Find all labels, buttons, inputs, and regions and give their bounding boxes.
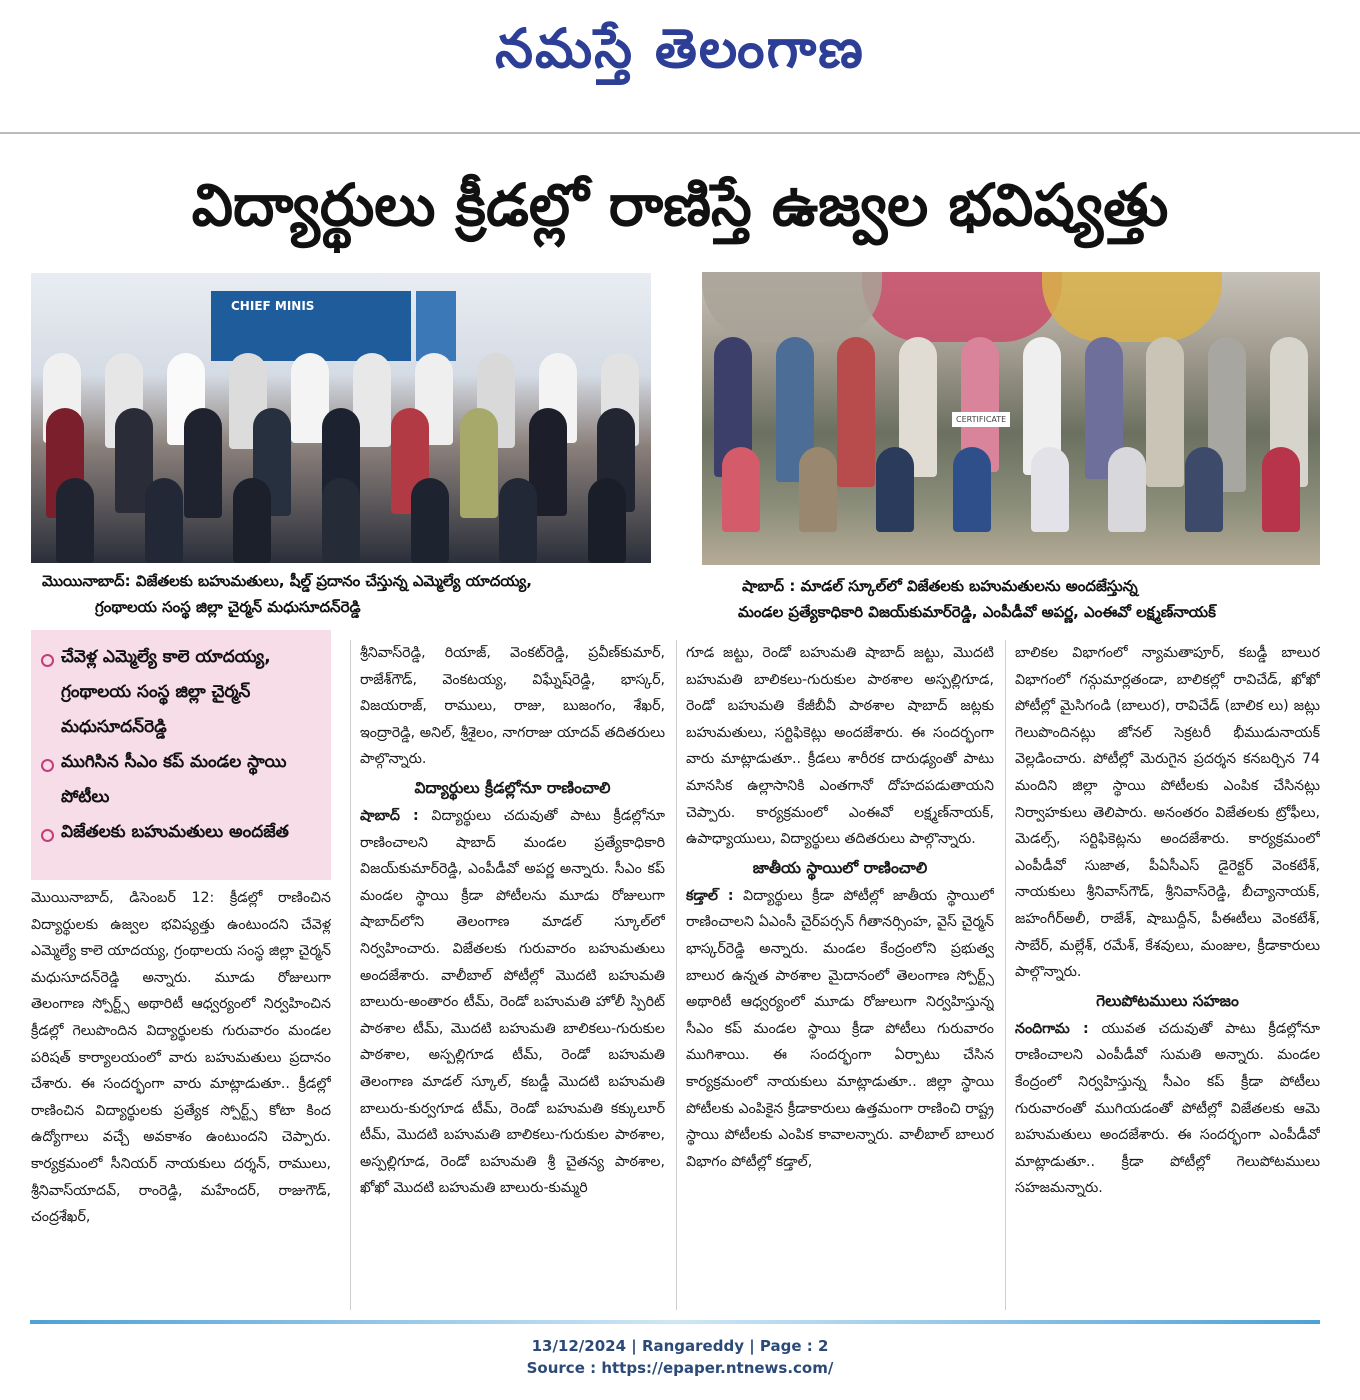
highlights-box bbox=[31, 630, 331, 880]
highlight-item: చేవెళ్ల ఎమ్మెల్యే కాలె యాదయ్య, గ్రంథాలయ సంస్థ జిల్లా చైర్మన్‌ మధుసూదన్‌రెడ్డి bbox=[31, 640, 331, 745]
highlight-item: ముగిసిన సీఎం కప్‌ మండల స్థాయి పోటీలు bbox=[31, 745, 331, 815]
article-paragraph: షాబాద్‌ : విద్యార్థులు చదువుతో పాటు క్రీడల్లోనూ రాణించాలని షాబాద్‌ మండల ప్రత్యేకాధికారి విజయ్‌కుమార్‌రెడ్డి, ఎంపీడీవో అపర్ణ అన్నారు. సీఎం కప్‌ మండల స్థాయి క్రీడా పోటీలను మూడు రోజులుగా షాబాద్‌లోని తెలంగాణ మాడల్‌ స్కూల్‌లో నిర్వహించారు. విజేతలకు గురువారం బహుమతులు అందజేశారు. వాలీబాల్‌ పోటీల్లో మొదటి బహుమతి బాలురు-అంతారం టీమ్‌, రెండో బహుమతి హోలీ స్పిరిట్‌ పాఠశాల టీమ్‌, మొదటి బహుమతి బాలికలు-గురుకుల పాఠశాల, అస్పల్లిగూడ టీమ్‌, రెండో బహుమతి తెలంగాణ మాడల్‌ స్కూల్‌, కబడ్డీ మొదటి బహుమతి బాలురు-కుర్వగూడ టీమ్‌, రెండో బహుమతి కక్కులూర్‌ టీమ్‌, మొదటి బహుమతి బాలికలు-గురుకుల పాఠశాల, అస్పల్లిగూడ, రెండో బహుమతి శ్రీ చైతన్య పాఠశాల, ఖోఖో మొదటి బహుమతి బాలురు-కుమ్మరి bbox=[360, 807, 665, 1197]
masthead-divider bbox=[0, 132, 1360, 134]
masthead-title: నమస్తే తెలంగాణ bbox=[495, 16, 865, 80]
article-column-2 bbox=[360, 640, 665, 1315]
photo-tent-canopy bbox=[702, 272, 882, 342]
article-paragraph: శ్రీనివాస్‌రెడ్డి, రియాజ్‌, వెంకట్‌రెడ్డి, ప్రవీణ్‌కుమార్‌, రాజేశ్‌గౌడ్‌, వెంకటయ్య, విఘ్నేష్‌రెడ్డి, భాస్కర్‌, విజయరాజ్‌, రాములు, రాజు, బుజంగం, శేఖర్‌, ఇంద్రారెడ్డి, అనిల్‌, శ్రీశైలం, నాగరాజు యాదవ్‌ తదితరులు పాల్గొన్నారు. bbox=[360, 645, 665, 768]
article-paragraph: నందిగామ : యువత చదువుతో పాటు క్రీడల్లోనూ రాణించాలని ఎంపీడీవో సుమతి అన్నారు. మండల కేంద్రంలో నిర్వహిస్తున్న సీఎం కప్‌ క్రీడా పోటీలు గురువారంతో ముగియడంతో పోటీల్లో విజేతలకు ఆమె బహుమతులు అందజేశారు. ఈ సందర్భంగా ఎంపీడీవో మాట్లాడుతూ.. క్రీడా పోటీల్లో గెలుపోటములు సహజమన్నారు. bbox=[1015, 1020, 1320, 1197]
article-column-4 bbox=[1015, 640, 1320, 1315]
photo-tent-canopy bbox=[1042, 272, 1222, 342]
photo-award-ceremony-moinabad bbox=[31, 273, 651, 563]
photo-kneeling-row bbox=[702, 447, 1320, 532]
dateline: కడ్తాల్‌ : bbox=[686, 887, 734, 904]
caption-right-line1: షాబాద్‌ : మాడల్‌ స్కూల్‌లో విజేతలకు బహుమతులను అందజేస్తున్న bbox=[742, 577, 1138, 595]
footer-divider bbox=[30, 1320, 1320, 1324]
caption-right-line2: మండల ప్రత్యేకాధికారి విజయ్‌కుమార్‌రెడ్డి, ఎంపీడీవో అపర్ణ, ఎంఈవో లక్ష్మణ్‌నాయక్‌ bbox=[738, 603, 1216, 621]
footer-source-link[interactable]: Source : https://epaper.ntnews.com/ bbox=[526, 1359, 834, 1377]
bullet-circle-icon bbox=[41, 829, 54, 842]
article-paragraph: కడ్తాల్‌ : విద్యార్థులు క్రీడా పోటీల్లో జాతీయ స్థాయిలో రాణించాలని ఏఎంసీ చైర్‌పర్సన్‌ గీతానర్సింహ, వైస్‌ చైర్మన్‌ భాస్కర్‌రెడ్డి అన్నారు. మండల కేంద్రంలోని ప్రభుత్వ బాలుర ఉన్నత పాఠశాల మైదానంలో తెలంగాణ స్పోర్ట్స్‌ అథారిటీ ఆధ్వర్యంలో మూడు రోజులుగా నిర్వహిస్తున్న సీఎం కప్‌ మండల స్థాయి క్రీడా పోటీలు గురువారం ముగిశాయి. ఈ సందర్భంగా ఏర్పాటు చేసిన కార్యక్రమంలో నాయకులు మాట్లాడుతూ.. జిల్లా స్థాయి పోటీలకు ఎంపికైన క్రీడాకారులు ఉత్తమంగా రాణించి రాష్ట్ర స్థాయి పోటీలకు ఎంపిక కావాలన్నారు. వాలీబాల్‌ బాలుర విభాగం పోటీల్లో కడ్తాల్‌, bbox=[686, 887, 994, 1170]
column-divider bbox=[350, 640, 351, 1310]
highlight-item: విజేతలకు బహుమతులు అందజేత bbox=[31, 815, 331, 850]
article-column-1 bbox=[31, 885, 331, 1315]
photo-award-ceremony-shabad bbox=[702, 272, 1320, 565]
footer-date-edition: 13/12/2024 | Rangareddy | Page : 2 bbox=[531, 1337, 829, 1355]
article-paragraph: మొయినాబాద్‌, డిసెంబర్‌ 12: క్రీడల్లో రాణించిన విద్యార్థులకు ఉజ్వల భవిష్యత్తు ఉంటుందని చేవెళ్ల ఎమ్మెల్యే కాలె యాదయ్య, గ్రంథాలయ సంస్థ జిల్లా చైర్మన్‌ మధుసూదన్‌రెడ్డి అన్నారు. మూడు రోజులుగా తెలంగాణ స్పోర్ట్స్‌ అథారిటీ ఆధ్వర్యంలో నిర్వహించిన క్రీడల్లో గెలుపొందిన విద్యార్థులకు గురువారం మండల పరిషత్‌ కార్యాలయంలో వారు బహుమతులు ప్రదానం చేశారు. ఈ సందర్భంగా వారు మాట్లాడుతూ.. క్రీడల్లో రాణించిన విద్యార్థులకు ప్రత్యేక స్పోర్ట్స్‌ కోటా కింద ఉద్యోగాలు వచ్చే అవకాశం ఉంటుందని చెప్పారు. కార్యక్రమంలో సీనియర్‌ నాయకులు దర్శన్‌, రాములు, శ్రీనివాస్‌యాదవ్‌, రాంరెడ్డి, మహేందర్‌, రాజుగౌడ్‌, చంద్రశేఖర్‌, bbox=[31, 890, 331, 1226]
column-divider bbox=[676, 640, 677, 1310]
column-divider bbox=[1005, 640, 1006, 1310]
subheading: విద్యార్థులు క్రీడల్లోనూ రాణించాలి bbox=[414, 778, 611, 797]
photo-tent-canopy bbox=[862, 272, 1062, 342]
caption-left-line1: మొయినాబాద్‌: విజేతలకు బహుమతులు, షీల్డ్‌ ప్రదానం చేస్తున్న ఎమ్మెల్యే యాదయ్య, bbox=[42, 572, 533, 590]
subheading: జాతీయ స్థాయిలో రాణించాలి bbox=[752, 858, 928, 877]
photo-certificate-text: CERTIFICATE bbox=[952, 412, 1010, 427]
article-paragraph: బాలికల విభాగంలో న్యామతాపూర్‌, కబడ్డీ బాలుర విభాగంలో గన్గుమార్లతండా, బాలికల్లో రావిచేడ్‌, ఖోఖో పోటీల్లో మైసిగండి (బాలుర), రావిచేడ్‌ (బాలిక లు) జట్లు గెలుపొందినట్లు జోనల్‌ సెక్రటరీ భీముడునాయక్‌ వెల్లడించారు. పోటీల్లో మెరుగైన ప్రదర్శన కనబర్చిన 74 మందిని జిల్లా స్థాయి పోటీలకు ఎంపిక చేసినట్లు నిర్వాహకులు తెలిపారు. అనంతరం విజేతలకు ట్రోఫీలు, మెడల్స్‌, సర్టిఫికెట్లను అందజేశారు. కార్యక్రమంలో ఎంపీడీవో సుజాత, పీఏసీఎస్‌ డైరెక్టర్‌ వెంకటేశ్‌, నాయకులు శ్రీనివాస్‌గౌడ్‌, శ్రీనివాస్‌రెడ్డి, బీచ్యానాయక్‌, జహంగీర్‌అలీ, రాజేశ్‌, షాబుద్దీన్‌, పీఈటీలు వెంకటేశ్‌, సాబేర్‌, మల్లేశ్‌, రమేశ్‌, కేశవులు, మంజుల, క్రీడాకారులు పాల్గొన్నారు. bbox=[1015, 645, 1320, 981]
photo-front-row bbox=[31, 478, 651, 563]
caption-left-line2: గ్రంథాలయ సంస్థ జిల్లా చైర్మన్‌ మధుసూదన్‌రెడ్డి bbox=[95, 598, 361, 616]
photo-banner-text: CHIEF MINIS bbox=[231, 299, 315, 313]
masthead bbox=[0, 0, 1360, 110]
article-headline: విద్యార్థులు క్రీడల్లో రాణిస్తే ఉజ్వల భవిష్యత్తు bbox=[191, 171, 1169, 239]
bullet-circle-icon bbox=[41, 654, 54, 667]
dateline: షాబాద్‌ : bbox=[360, 807, 419, 824]
footer bbox=[0, 1335, 1360, 1379]
photo-banner bbox=[211, 291, 411, 361]
photo-banner-side bbox=[416, 291, 456, 361]
subheading: గెలుపోటములు సహజం bbox=[1096, 991, 1239, 1010]
bullet-circle-icon bbox=[41, 759, 54, 772]
article-paragraph: గూడ జట్టు, రెండో బహుమతి షాబాద్‌ జట్టు, మొదటి బహుమతి బాలికలు-గురుకుల పాఠశాల అస్పల్లిగూడ, రెండో బహుమతి కేజీబీవీ పాఠశాల షాబాద్‌ జట్లకు బహుమతులు, సర్టిఫికెట్లు అందజేశారు. ఈ సందర్భంగా వారు మాట్లాడుతూ.. క్రీడలు శారీరక దారుఢ్యంతో పాటు మానసిక ఉల్లాసానికి ఎంతగానో దోహదపడుతాయని చెప్పారు. కార్యక్రమంలో ఎంఈవో లక్ష్మణ్‌నాయక్‌, ఉపాధ్యాయులు, విద్యార్థులు తదితరులు పాల్గొన్నారు. bbox=[686, 645, 994, 848]
dateline: నందిగామ : bbox=[1015, 1020, 1089, 1037]
article-column-3 bbox=[686, 640, 994, 1315]
